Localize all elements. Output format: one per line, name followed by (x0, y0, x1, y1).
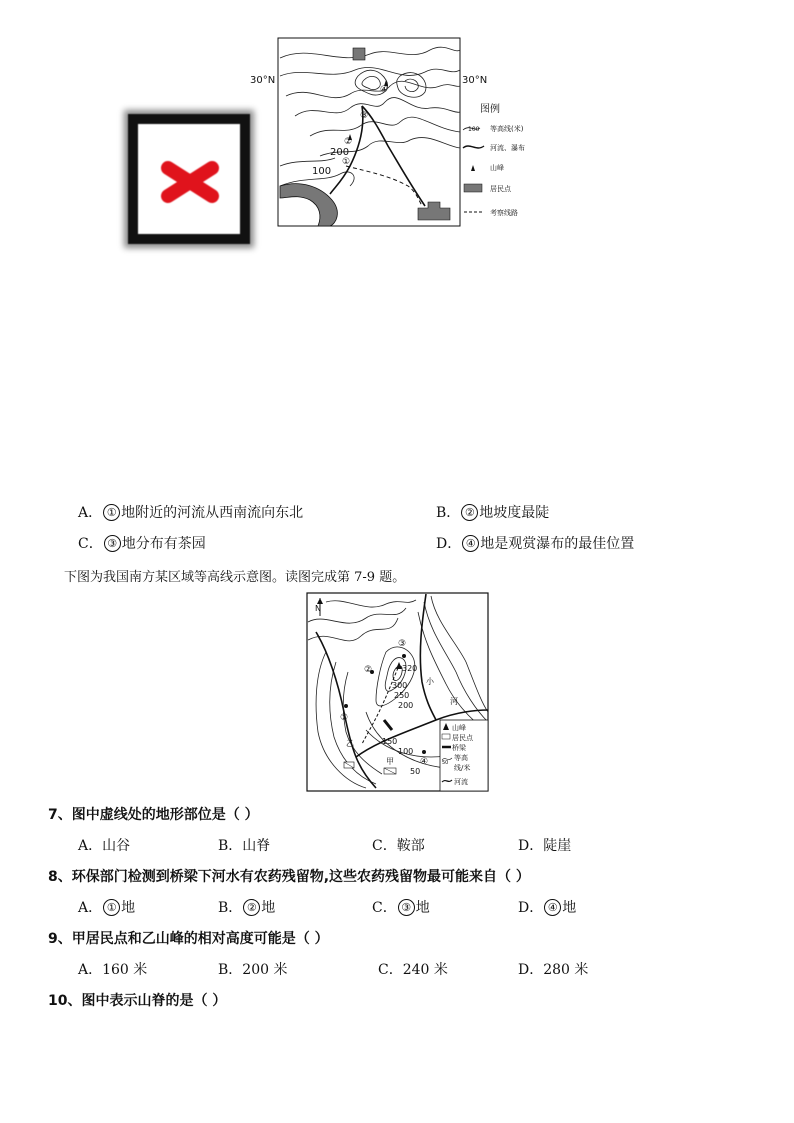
option-b-block1: B． ② 地坡度最陡 (436, 505, 550, 521)
legend-river: 河流、瀑布 (490, 144, 525, 152)
map2-legend-settlement: 居民点 (452, 734, 473, 742)
q7-option-b: B．山脊 (218, 838, 271, 854)
legend-peak: 山峰 (490, 164, 504, 172)
map2-legend-contour-unit: 线/米 (454, 764, 471, 772)
question-9-title: 9、甲居民点和乙山峰的相对高度可能是（ ） (48, 931, 329, 947)
legend-contour: 等高线(米) (490, 125, 524, 133)
circled-num: ③ (104, 535, 121, 552)
q7-option-d: D．陡崖 (518, 838, 572, 854)
map2-label-xiao: 小 (426, 677, 434, 686)
map2-point-1: ① (340, 713, 349, 723)
lat-label-left: 30°N (250, 75, 276, 86)
map2-contour-100: 100 (398, 747, 414, 756)
circled-num: ① (103, 504, 120, 521)
map2-legend-river: 河流 (454, 778, 468, 786)
map2-legend-contour-sample: 50 (442, 760, 449, 766)
legend-settlement: 居民点 (490, 185, 511, 193)
point-label-3: ③ (360, 111, 369, 121)
circled-num: ④ (544, 899, 561, 916)
map2-contour-200: 200 (398, 701, 414, 710)
option-d-block1: D． ④ 地是观赏瀑布的最佳位置 (436, 536, 635, 552)
north-label: N (315, 604, 321, 613)
q9-option-a: A．160 米 (78, 962, 148, 978)
q8-option-a: A． ① 地 (78, 900, 136, 916)
q7-option-a: A．山谷 (78, 838, 131, 854)
circled-num: ② (461, 504, 478, 521)
lat-label-right: 30°N (462, 75, 488, 86)
circled-num: ④ (462, 535, 479, 552)
map2-point-4: ④ (420, 757, 429, 767)
map2-contour-150: 150 (382, 737, 398, 746)
broken-image-icon (138, 124, 240, 234)
map2-legend-peak: 山峰 (452, 724, 466, 732)
map2-label-river: 河 (450, 697, 458, 706)
question-7-title: 7、图中虚线处的地形部位是（ ） (48, 807, 259, 823)
legend-title: 图例 (480, 104, 500, 115)
legend-contour-sample: 100 (468, 126, 480, 133)
point-label-2: ② (344, 137, 353, 147)
point-label-4: ④ (380, 85, 389, 95)
map2-point-3: ③ (398, 639, 407, 649)
map2-legend-bridge: 桥梁 (452, 744, 466, 752)
topographic-map-2 (306, 592, 490, 793)
q9-option-d: D．280 米 (518, 962, 589, 978)
q7-option-c: C．鞍部 (372, 838, 425, 854)
option-c-block1: C． ③ 地分布有茶园 (78, 536, 206, 552)
circled-num: ① (103, 899, 120, 916)
question-10-title: 10、图中表示山脊的是（ ） (48, 993, 227, 1009)
legend-route: 考察线路 (490, 209, 518, 217)
q8-option-b: B． ② 地 (218, 900, 276, 916)
contour-label-100: 100 (312, 166, 332, 177)
circled-num: ② (243, 899, 260, 916)
map2-label-yi: 乙 (346, 739, 354, 748)
q9-option-c: C．240 米 (378, 962, 448, 978)
q8-option-c: C． ③ 地 (372, 900, 430, 916)
map2-contour-300: 300 (392, 681, 408, 690)
circled-num: ③ (398, 899, 415, 916)
question-8-title: 8、环保部门检测到桥梁下河水有农药残留物,这些农药残留物最可能来自（ ） (48, 869, 530, 885)
topographic-map-1 (250, 36, 540, 232)
map2-contour-320: 320 (402, 664, 418, 673)
map2-legend-contour: 等高 (454, 754, 468, 762)
q9-option-b: B．200 米 (218, 962, 288, 978)
map2-contour-50: 50 (410, 767, 421, 776)
map2-label-jia: 甲 (386, 757, 394, 766)
option-a-block1: A． ① 地附近的河流从西南流向东北 (78, 505, 304, 521)
map2-point-2: ② (364, 665, 373, 675)
contour-label-200: 200 (330, 147, 350, 158)
q8-option-d: D． ④ 地 (518, 900, 577, 916)
map2-contour-250: 250 (394, 691, 410, 700)
point-label-1: ① (342, 157, 351, 167)
intro-text: 下图为我国南方某区域等高线示意图。读图完成第 7-9 题。 (64, 570, 406, 585)
broken-image-placeholder (128, 114, 250, 244)
